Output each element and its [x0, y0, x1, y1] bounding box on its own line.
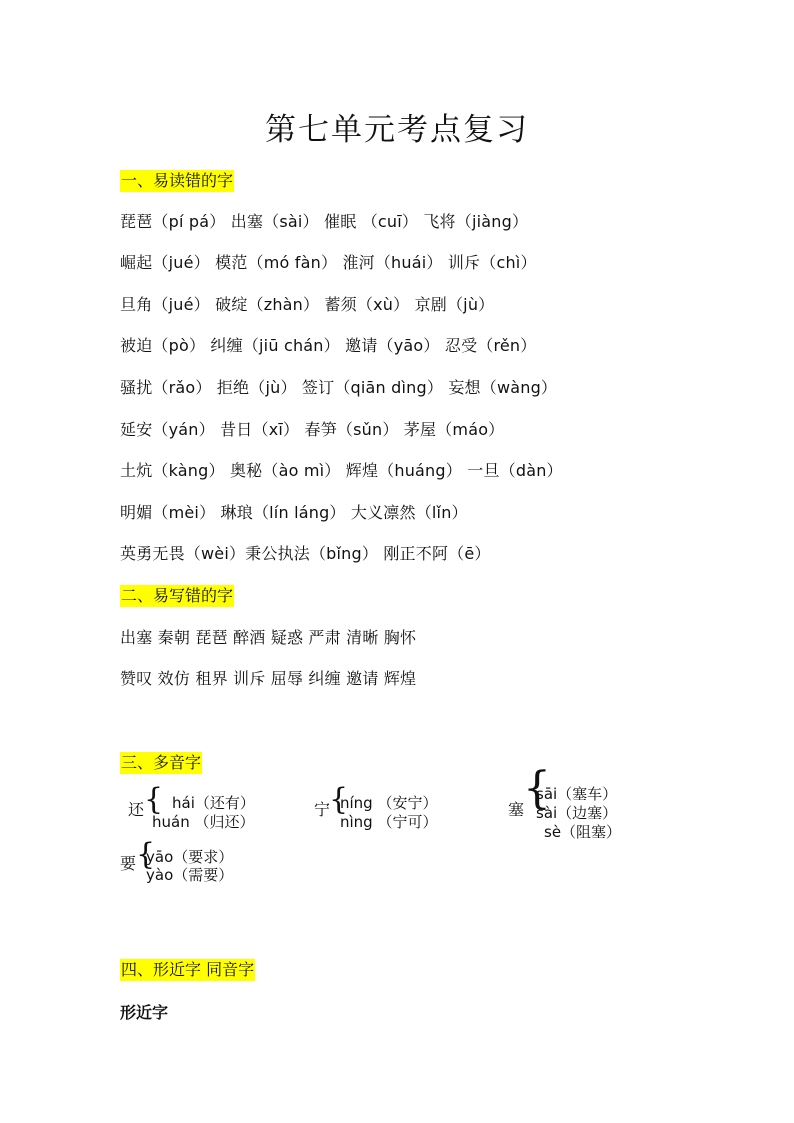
section-heading-miswritten: 二、易写错的字: [121, 586, 234, 605]
polyphone-reading: sāi（塞车）: [536, 785, 618, 803]
misread-line-8: 明媚（mèi） 琳琅（lín láng） 大义凛然（lǐn）: [120, 503, 468, 522]
misread-line-2: 崛起（jué） 模范（mó fàn） 淮河（huái） 训斥（chì）: [120, 253, 537, 272]
brace-symbol: {: [329, 782, 349, 817]
section-heading-similar-characters: 四、形近字 同音字: [121, 960, 255, 979]
misread-line-6: 延安（yán） 昔日（xī） 春笋（sǔn） 茅屋（máo）: [120, 420, 505, 439]
misread-line-4: 被迫（pò） 纠缠（jiū chán） 邀请（yāo） 忍受（rěn）: [120, 336, 537, 355]
polyphone-reading: sài（边塞）: [536, 804, 618, 822]
polyphone-reading: huán （归还）: [152, 813, 255, 831]
subheading-similar-shape: 形近字: [120, 1003, 169, 1022]
polyphone-reading: hái（还有）: [172, 794, 255, 812]
polyphone-reading: nìng （宁可）: [340, 813, 438, 831]
misread-line-5: 骚扰（rǎo） 拒绝（jù） 签订（qiān dìng） 妄想（wàng）: [120, 378, 558, 397]
polyphone-char: 宁: [314, 800, 331, 819]
section-heading-polyphonic: 三、多音字: [121, 753, 202, 772]
polyphone-reading: yāo（要求）: [146, 848, 234, 866]
miswritten-line-2: 赞叹 效仿 租界 训斥 屈辱 纠缠 邀请 辉煌: [120, 669, 417, 688]
polyphone-char: 要: [120, 854, 137, 873]
misread-line-9: 英勇无畏（wèi）秉公执法（bǐng） 刚正不阿（ē）: [120, 544, 491, 563]
polyphone-reading: níng （安宁）: [340, 794, 438, 812]
misread-line-1: 琵琶（pí pá） 出塞（sài） 催眠 （cuī） 飞将（jiàng）: [120, 212, 529, 231]
brace-symbol: {: [136, 837, 156, 872]
brace-symbol: {: [144, 782, 164, 817]
miswritten-line-1: 出塞 秦朝 琵琶 醉酒 疑惑 严肃 清晰 胸怀: [120, 628, 417, 647]
misread-line-7: 土炕（kàng） 奥秘（ào mì） 辉煌（huáng） 一旦（dàn）: [120, 461, 563, 480]
polyphone-char: 还: [128, 800, 145, 819]
polyphone-reading: sè（阻塞）: [544, 823, 622, 841]
section-heading-misread: 一、易读错的字: [121, 171, 234, 190]
polyphone-char: 塞: [508, 800, 525, 819]
misread-line-3: 旦角（jué） 破绽（zhàn） 蓄须（xù） 京剧（jù）: [120, 295, 495, 314]
brace-symbol: {: [523, 763, 551, 814]
polyphone-reading: yào（需要）: [146, 866, 234, 884]
page-title: 第七单元考点复习: [265, 112, 529, 148]
